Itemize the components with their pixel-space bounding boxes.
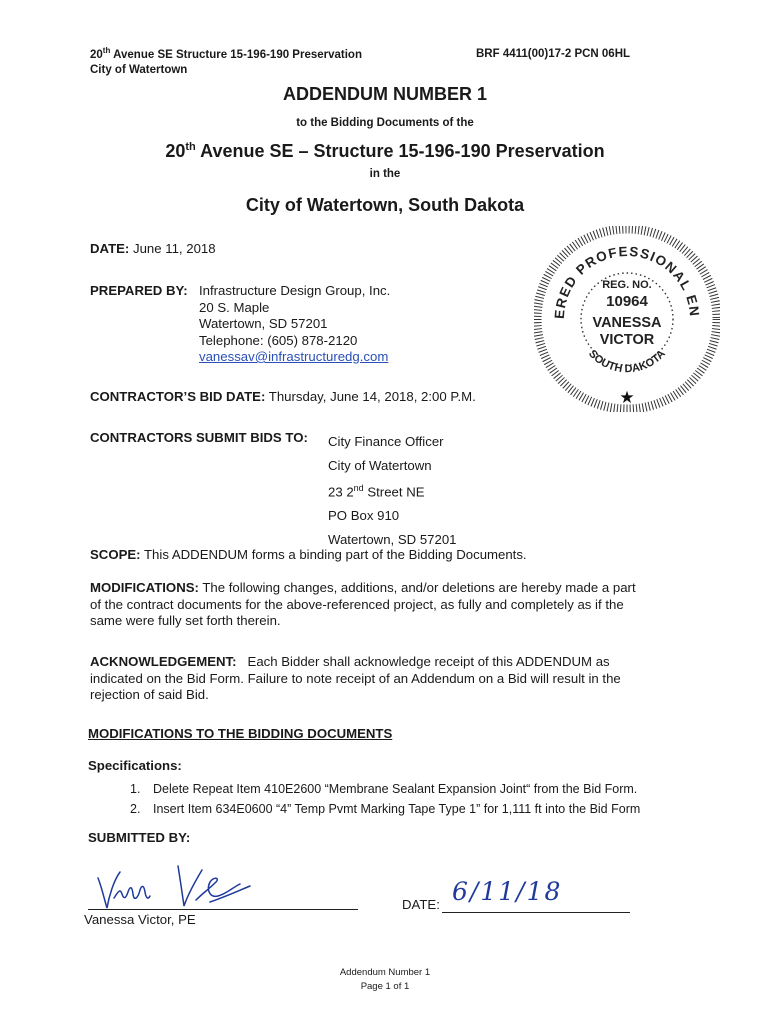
submitted-by-label: SUBMITTED BY: [88, 830, 191, 845]
signature [92, 858, 272, 914]
list-item: 1. Delete Repeat Item 410E2600 “Membrane Sealant Expansion Joint“ from the Bid Form. [130, 782, 638, 796]
modifications-heading: MODIFICATIONS TO THE BIDDING DOCUMENTS [88, 726, 393, 741]
in-the-text: in the [369, 168, 401, 180]
bidding-docs-subtitle: to the Bidding Documents of the [296, 117, 474, 129]
specifications-list [130, 779, 640, 819]
date-line: DATE: June 11, 2018 [90, 241, 216, 256]
footer-addendum: Addendum Number 1 [339, 967, 431, 978]
signer-name: Vanessa Victor, PE [84, 912, 196, 927]
project-title: 20th Avenue SE – Structure 15-196-190 Preservation [165, 141, 605, 161]
prepared-by-address [199, 283, 390, 366]
bid-date-line: CONTRACTOR’S BID DATE: Thursday, June 14, 2018, 2:00 P.M. [90, 389, 476, 404]
city-title: City of Watertown, South Dakota [245, 195, 525, 215]
street-address: 20 S. Maple [199, 299, 270, 315]
seal-graphic [534, 226, 720, 412]
submit-line-street: 23 2nd Street NE [328, 483, 425, 500]
engineer-seal [534, 226, 720, 412]
star-icon: ★ [619, 388, 635, 407]
footer-page-number: Page 1 of 1 [360, 981, 410, 992]
telephone: Telephone: (605) 878-2120 [199, 332, 358, 348]
submit-bids-label: CONTRACTORS SUBMIT BIDS TO: [90, 430, 308, 445]
specifications-heading: Specifications: [88, 758, 182, 773]
submit-line-pobox: PO Box 910 [328, 508, 400, 524]
submit-bids-address [328, 430, 457, 551]
addendum-title: ADDENDUM NUMBER 1 [282, 84, 487, 104]
submit-line-citystate: Watertown, SD 57201 [328, 531, 457, 547]
svg-text:REG. NO.: REG. NO. [602, 279, 652, 291]
city-state-zip: Watertown, SD 57201 [199, 316, 328, 331]
svg-text:SOUTH DAKOTA: SOUTH DAKOTA [586, 347, 668, 376]
prepared-by-label: PREPARED BY: [90, 283, 188, 298]
date-signed-line [442, 912, 630, 913]
signature-line [88, 909, 358, 910]
header-reference: BRF 4411(00)17-2 PCN 06HL [476, 48, 631, 60]
svg-text:REGISTERED PROFESSIONAL ENGINE: ERED PROFESSIONAL EN [551, 243, 703, 320]
acknowledgement-paragraph: ACKNOWLEDGEMENT: Each Bidder shall acknowledge receipt of this ADDENDUM as indicated on the Bid Form. Failure to note receipt of an Addendum on a Bid will result in the rejection of said Bid. [90, 654, 621, 702]
date-signed-value: 6/11/18 [452, 877, 563, 906]
submit-line-city: City of Watertown [328, 457, 432, 473]
submit-line-officer: City Finance Officer [328, 434, 444, 449]
company-name: Infrastructure Design Group, Inc. [199, 283, 391, 298]
header-city: City of Watertown [90, 64, 188, 76]
email-link[interactable]: vanessav@infrastructuredg.com [199, 349, 389, 364]
modifications-paragraph: MODIFICATIONS: The following changes, additions, and/or deletions are hereby made a part of the contract documents for the above-referenced project, as fully and completely as if the same were fully set forth therein. [90, 580, 636, 628]
list-item: 2. Insert Item 634E0600 “4” Temp Pvmt Marking Tape Type 1” for 1,111 ft into the Bid Form [130, 802, 641, 816]
header-project: 20th Avenue SE Structure 15-196-190 Preservation [90, 46, 362, 61]
scope-paragraph: SCOPE: This ADDENDUM forms a binding part of the Bidding Documents. [90, 547, 527, 562]
svg-text:VANESSA: VANESSA [592, 315, 662, 331]
svg-text:VICTOR: VICTOR [599, 332, 655, 348]
svg-text:10964: 10964 [606, 293, 648, 310]
date-signed-label: DATE: [402, 897, 440, 912]
